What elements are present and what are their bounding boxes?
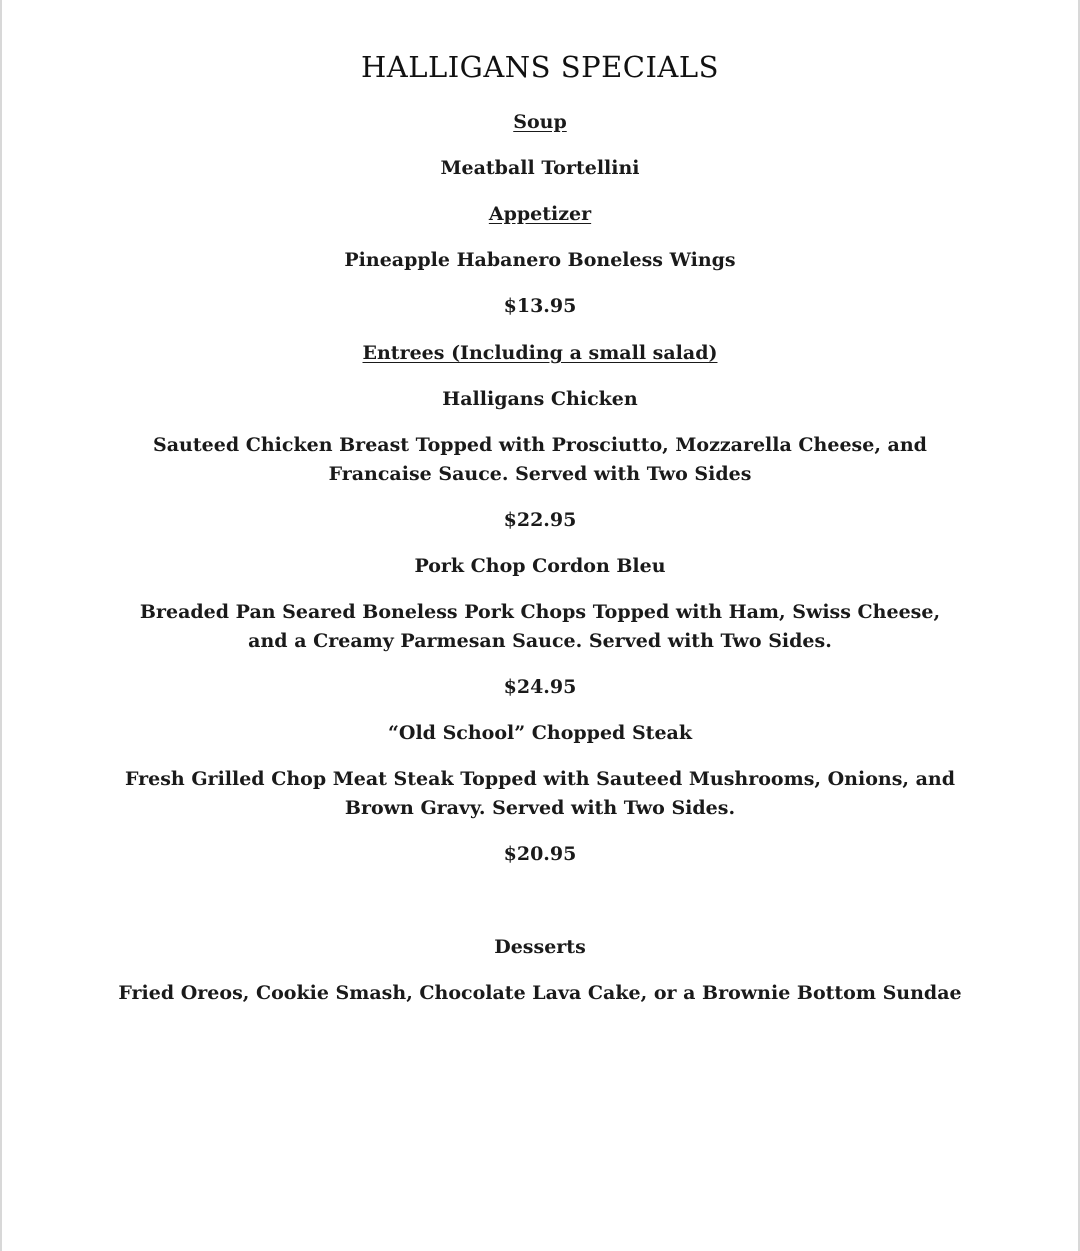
desserts-items: Fried Oreos, Cookie Smash, Chocolate Lava Cake, or a Brownie Bottom Sundae [118, 982, 962, 1004]
entree-price: $20.95 [503, 843, 577, 865]
page-border-left [0, 0, 2, 1251]
appetizer-heading: Appetizer [488, 203, 592, 225]
entree-price: $22.95 [503, 509, 577, 531]
entree-price: $24.95 [503, 676, 577, 698]
entree-name: Halligans Chicken [442, 388, 638, 410]
entree-description: Breaded Pan Seared Boneless Pork Chops Topped with Ham, Swiss Cheese, and a Creamy Parmesan Sauce. Served with Two Sides. [139, 601, 941, 652]
entree-name: “Old School” Chopped Steak [387, 722, 693, 744]
menu-title: HALLIGANS SPECIALS [360, 50, 720, 84]
entree-description: Sauteed Chicken Breast Topped with Prosciutto, Mozzarella Cheese, and Francaise Sauce. Served with Two Sides [153, 434, 927, 485]
appetizer-item: Pineapple Habanero Boneless Wings [344, 249, 736, 271]
soup-item: Meatball Tortellini [440, 157, 640, 179]
desserts-heading: Desserts [494, 936, 586, 958]
appetizer-price: $13.95 [503, 295, 577, 317]
entree-name: Pork Chop Cordon Bleu [414, 555, 666, 577]
entrees-heading: Entrees (Including a small salad) [362, 342, 718, 364]
soup-heading: Soup [513, 111, 567, 133]
entree-description: Fresh Grilled Chop Meat Steak Topped with Sauteed Mushrooms, Onions, and Brown Gravy. Served with Two Sides. [124, 768, 956, 819]
